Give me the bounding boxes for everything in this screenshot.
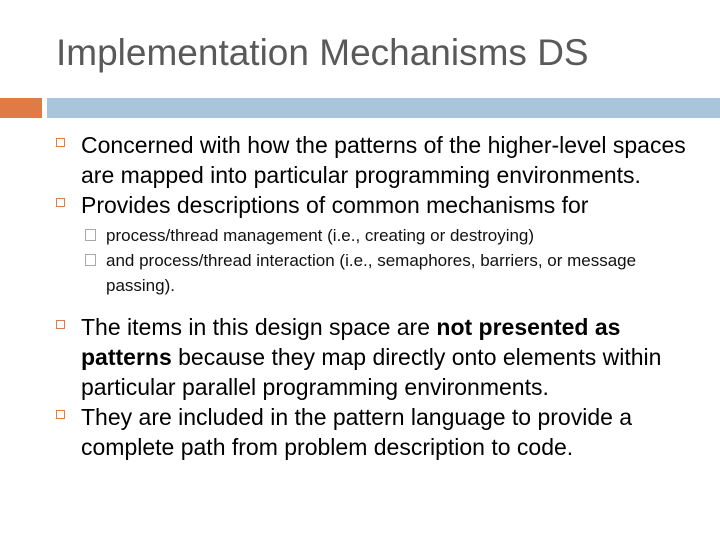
bullet-text-part: The items in this design space are bbox=[81, 314, 437, 340]
square-bullet-icon bbox=[56, 138, 65, 147]
bullet-item bbox=[0, 130, 720, 190]
bullet-text-bold: not presented as patterns bbox=[81, 314, 621, 370]
bullet-item bbox=[0, 190, 720, 220]
sub-bullet-item bbox=[0, 223, 720, 248]
bullet-text: They are included in the pattern language to provide a complete path from problem description to code. bbox=[81, 404, 633, 460]
bullet-text: Concerned with how the patterns of the higher-level spaces are mapped into particular programming environments. bbox=[81, 132, 686, 188]
square-bullet-icon bbox=[56, 320, 65, 329]
title-divider-bar bbox=[47, 98, 720, 118]
square-bullet-icon bbox=[56, 410, 65, 419]
bullet-text-part: because they map directly onto elements within particular parallel programming environments. bbox=[81, 344, 662, 400]
sub-bullet-text: process/thread management (i.e., creating or destroying) bbox=[106, 226, 535, 245]
title-accent-bar bbox=[0, 98, 42, 118]
bullet-list bbox=[0, 130, 720, 220]
bullet-item bbox=[0, 312, 720, 402]
bullet-text: Provides descriptions of common mechanisms for bbox=[81, 192, 589, 218]
sub-bullet-list bbox=[0, 223, 720, 298]
slide-title: Implementation Mechanisms DS bbox=[56, 32, 589, 73]
slide-content bbox=[0, 130, 720, 462]
checkbox-bullet-icon bbox=[85, 229, 96, 241]
checkbox-bullet-icon bbox=[85, 254, 96, 266]
sub-bullet-item bbox=[0, 248, 720, 298]
bullet-list bbox=[0, 312, 720, 462]
bullet-item bbox=[0, 402, 720, 462]
sub-bullet-text: and process/thread interaction (i.e., semaphores, barriers, or message passing). bbox=[106, 251, 637, 295]
square-bullet-icon bbox=[56, 198, 65, 207]
